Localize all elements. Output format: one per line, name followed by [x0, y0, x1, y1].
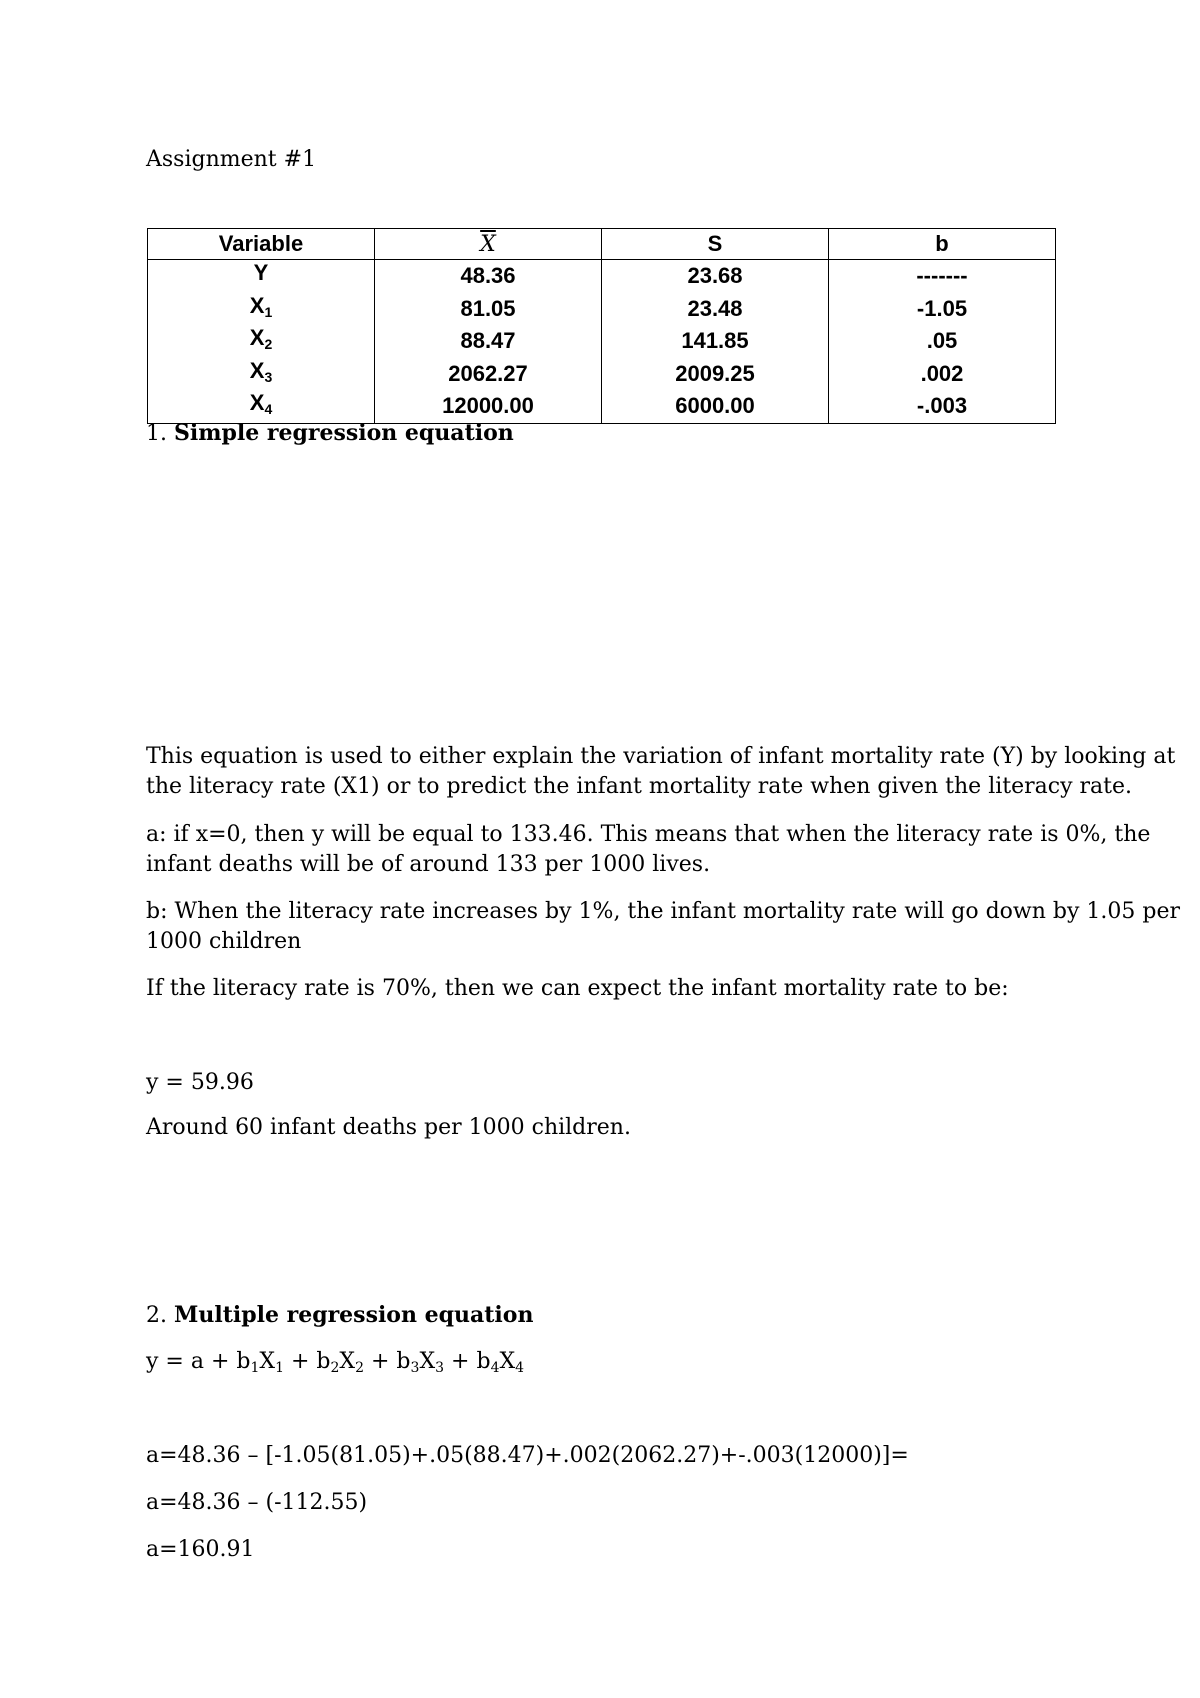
- multiple-regression-equation: $y = a + b_1X_1 + b_2X_2 + b_3X_3 + b_4X_4$: [146, 1349, 525, 1376]
- cell-variable: $X_2$: [148, 325, 375, 358]
- cell-variable: $X_4$: [148, 390, 375, 423]
- cell-mean: 2062.27: [375, 358, 602, 391]
- cell-mean: 81.05: [375, 293, 602, 326]
- calc-step-1: a=48.36 – [-1.05(81.05)+.05(88.47)+.002(2062.27)+-.003(12000)]=: [146, 1443, 909, 1468]
- section1-number: 1.: [146, 421, 167, 446]
- cell-std-dev: 23.68: [602, 260, 829, 293]
- prediction-conclusion: Around 60 infant deaths per 1000 children.: [146, 1115, 631, 1140]
- cell-mean: 48.36: [375, 260, 602, 293]
- section2-number: 2.: [146, 1303, 167, 1328]
- calc-step-3: a=160.91: [146, 1537, 255, 1562]
- paragraph-explanation-line1: This equation is used to either explain the variation of infant mortality rate (Y) by looking at: [146, 744, 1176, 769]
- paragraph-intercept-line1: a: if x=0, then y will be equal to 133.46. This means that when the literacy rate is 0%, the: [146, 822, 1151, 847]
- header-coefficient: b: [829, 229, 1056, 260]
- cell-variable: Y: [148, 260, 375, 293]
- cell-std-dev: 23.48: [602, 293, 829, 326]
- paragraph-intercept-line2: infant deaths will be of around 133 per 1000 lives.: [146, 852, 711, 877]
- header-mean: [375, 229, 602, 260]
- paragraph-slope-line1: b: When the literacy rate increases by 1%, the infant mortality rate will go down by 1.05 per: [146, 899, 1180, 924]
- table-header-row: [148, 229, 1056, 260]
- x-bar-symbol: $\overline{X}$: [480, 231, 496, 257]
- cell-std-dev: 6000.00: [602, 390, 829, 423]
- paragraph-slope-line2: 1000 children: [146, 929, 302, 954]
- section2-title: Multiple regression equation: [174, 1302, 534, 1328]
- cell-coefficient: -------: [829, 260, 1056, 293]
- cell-coefficient: -1.05: [829, 293, 1056, 326]
- cell-variable: $X_3$: [148, 358, 375, 391]
- cell-coefficient: .05: [829, 325, 1056, 358]
- prediction-result: y = 59.96: [146, 1070, 254, 1095]
- cell-mean: 12000.00: [375, 390, 602, 423]
- cell-std-dev: 2009.25: [602, 358, 829, 391]
- header-variable: Variable: [148, 229, 375, 260]
- cell-variable: $X_1$: [148, 293, 375, 326]
- section1-heading: [146, 418, 514, 449]
- table-row: [148, 293, 1056, 326]
- cell-coefficient: .002: [829, 358, 1056, 391]
- variables-table: [147, 228, 1056, 424]
- section2-heading: [146, 1300, 533, 1331]
- cell-std-dev: 141.85: [602, 325, 829, 358]
- table-row: [148, 358, 1056, 391]
- section1-title: Simple regression equation: [174, 420, 514, 446]
- document-title: Assignment #1: [146, 147, 317, 172]
- cell-coefficient: -.003: [829, 390, 1056, 423]
- paragraph-prediction: If the literacy rate is 70%, then we can expect the infant mortality rate to be:: [146, 976, 1009, 1001]
- cell-mean: 88.47: [375, 325, 602, 358]
- header-std-dev: S: [602, 229, 829, 260]
- table-row: [148, 260, 1056, 293]
- paragraph-explanation-line2: the literacy rate (X1) or to predict the infant mortality rate when given the literacy rate.: [146, 774, 1132, 799]
- calc-step-2: a=48.36 – (-112.55): [146, 1490, 368, 1515]
- table-row: [148, 325, 1056, 358]
